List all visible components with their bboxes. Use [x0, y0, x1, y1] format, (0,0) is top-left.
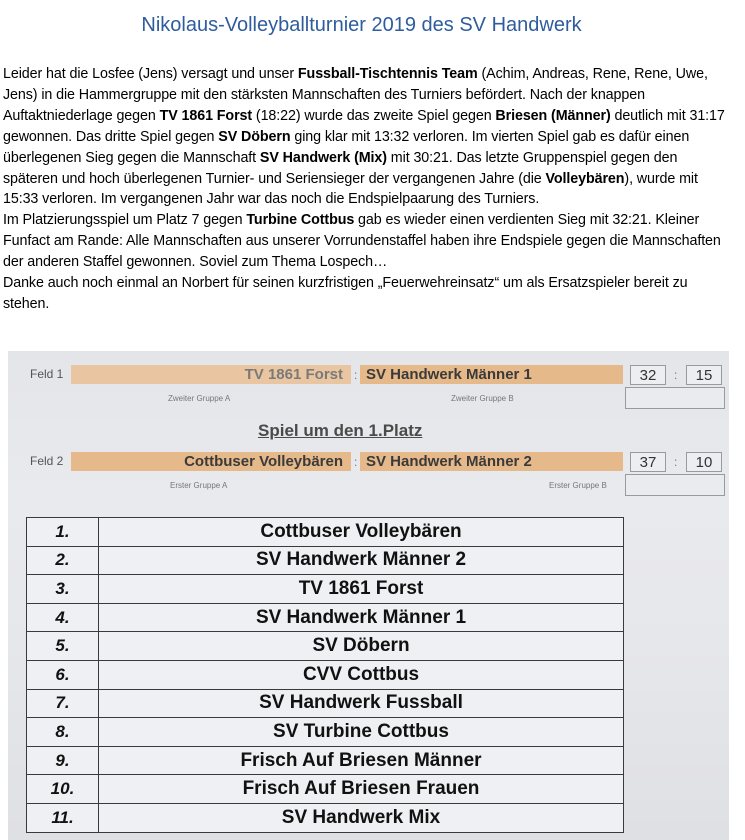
- standings-row: [27, 603, 624, 632]
- final-match-title: Spiel um den 1.Platz: [258, 421, 423, 440]
- standings-team: TV 1861 Forst: [99, 575, 624, 604]
- standings-row: [27, 632, 624, 661]
- results-board-photo: [8, 351, 729, 840]
- standings-row: [27, 746, 624, 775]
- match1-away-note: Zweiter Gruppe B: [451, 394, 514, 403]
- standings-rank: 7.: [27, 689, 99, 718]
- field-1-label: Feld 1: [30, 367, 64, 381]
- text-run: ging klar mit 13:32 verloren. Im vierten Spiel gab es dafür einen überlegenen Sieg gegen die Mannschaft: [3, 128, 690, 166]
- standings-team: SV Döbern: [99, 632, 624, 661]
- match2-home-note: Erster Gruppe A: [170, 481, 228, 490]
- match2-separator: :: [354, 455, 358, 469]
- standings-row: [27, 660, 624, 689]
- standings-team: Frisch Auf Briesen Frauen: [99, 775, 624, 804]
- standings-rank: 8.: [27, 718, 99, 747]
- standings-team: SV Handwerk Männer 1: [99, 603, 624, 632]
- match1-score-home: 32: [630, 365, 666, 385]
- standings-team: SV Turbine Cottbus: [99, 718, 624, 747]
- bold-text-run: Briesen (Männer): [495, 107, 611, 124]
- standings-rank: 2.: [27, 546, 99, 575]
- bold-text-run: SV Handwerk (Mix): [259, 149, 387, 166]
- match2-extra-box: [625, 474, 725, 496]
- match1-separator: :: [354, 368, 358, 382]
- standings-rank: 5.: [27, 632, 99, 661]
- standings-team: Cottbuser Volleybären: [99, 518, 624, 547]
- report-paragraph-3: [3, 273, 733, 315]
- bold-text-run: SV Döbern: [218, 128, 291, 145]
- standings-rank: 1.: [27, 518, 99, 547]
- match1-away-team: SV Handwerk Männer 1: [360, 365, 623, 384]
- match1-home-team: TV 1861 Forst: [71, 365, 351, 384]
- match2-score-away: 10: [686, 452, 722, 472]
- final-standings-table: [26, 517, 624, 833]
- match1-score-away: 15: [686, 365, 722, 385]
- match1-extra-box: [625, 387, 725, 409]
- standings-rank: 10.: [27, 775, 99, 804]
- match2-home-team: Cottbuser Volleybären: [71, 452, 351, 471]
- text-run: deutlich mit 31:17 gewonnen. Das dritte Spiel gegen: [3, 107, 725, 145]
- text-run: Leider hat die Losfee (Jens) versagt und unser: [3, 66, 298, 82]
- bold-text-run: Turbine Cottbus: [246, 212, 355, 229]
- field-2-label: Feld 2: [30, 454, 64, 468]
- standings-row: [27, 803, 624, 832]
- text-run: Im Platzierungsspiel um Platz 7 gegen: [3, 212, 247, 229]
- text-run: (18:22) wurde das zweite Spiel gegen: [252, 107, 496, 124]
- standings-row: [27, 775, 624, 804]
- match1-home-note: Zweiter Gruppe A: [168, 394, 231, 403]
- standings-rank: 4.: [27, 603, 99, 632]
- report-paragraph-1: [3, 64, 733, 210]
- match2-away-note: Erster Gruppe B: [549, 481, 607, 490]
- match2-away-team: SV Handwerk Männer 2: [360, 452, 623, 471]
- page-title: Nikolaus-Volleyballturnier 2019 des SV Handwerk: [141, 14, 582, 36]
- standings-rank: 9.: [27, 746, 99, 775]
- standings-rank: 11.: [27, 803, 99, 832]
- match2-score-home: 37: [630, 452, 666, 472]
- standings-row: [27, 546, 624, 575]
- text-run: (Achim, Andreas, Rene, Rene, Uwe, Jens) in die Hammergruppe mit den stärksten Mannschaften des Turniers befördert. Nach der knappen Auftaktniederlage gegen: [3, 66, 708, 124]
- standings-row: [27, 518, 624, 547]
- report-paragraph-2: [3, 210, 733, 273]
- standings-row: [27, 689, 624, 718]
- text-run: gab es wieder einen verdienten Sieg mit 32:21. Kleiner Funfact am Rande: Alle Mannschaften aus unserer Vorrundenstaffel haben ihre Endspiele gegen die Mannschaften der anderen Staffel gewonnen. Soviel zum Thema Lospech…: [3, 212, 721, 271]
- text-run: ), wurde mit 15:33 verloren. Im vergangenen Jahr war das noch die Endspielpaarung des Turniers.: [3, 170, 698, 208]
- standings-team: SV Handwerk Männer 2: [99, 546, 624, 575]
- standings-rank: 6.: [27, 660, 99, 689]
- bold-text-run: Volleybären: [545, 170, 625, 187]
- standings-row: [27, 718, 624, 747]
- standings-team: SV Handwerk Mix: [99, 803, 624, 832]
- standings-team: Frisch Auf Briesen Männer: [99, 746, 624, 775]
- standings-team: SV Handwerk Fussball: [99, 689, 624, 718]
- standings-team: CVV Cottbus: [99, 660, 624, 689]
- match2-score-separator: :: [674, 455, 678, 469]
- bold-text-run: Fussball-Tischtennis Team: [297, 66, 478, 82]
- standings-row: [27, 575, 624, 604]
- text-run: mit 30:21. Das letzte Gruppenspiel gegen den späteren und hoch überlegenen Turnier- und Seriensieger der vergangenen Jahre (die: [3, 149, 678, 187]
- text-run: Danke auch noch einmal an Norbert für seinen kurzfristigen „Feuerwehreinsatz“ um als Ersatzspieler bereit zu stehen.: [3, 275, 688, 312]
- match1-score-separator: :: [674, 368, 678, 382]
- report-text: [3, 64, 733, 315]
- bold-text-run: TV 1861 Forst: [159, 107, 253, 124]
- standings-rank: 3.: [27, 575, 99, 604]
